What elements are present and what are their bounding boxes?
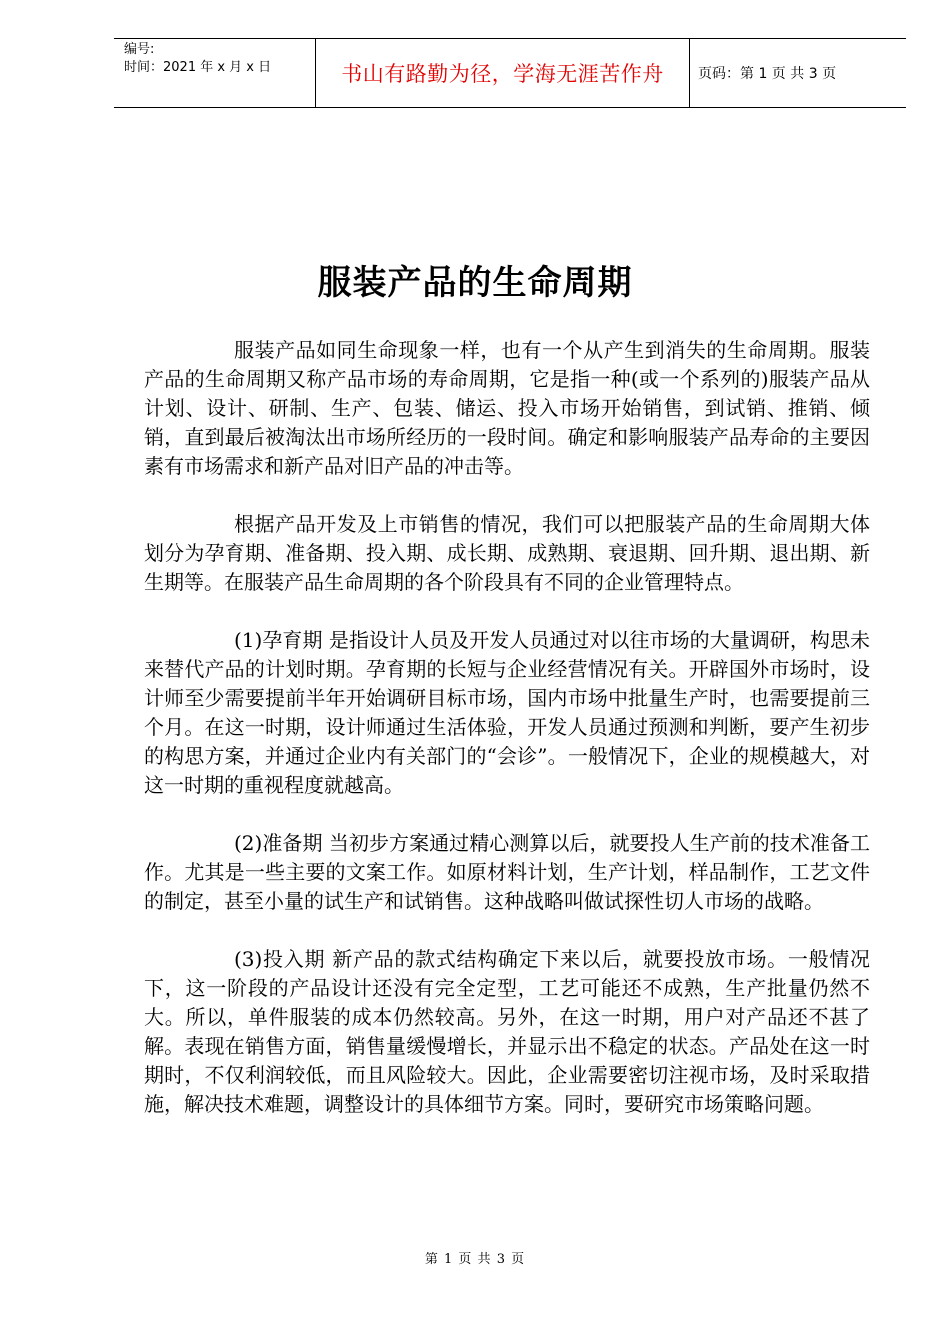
header-page-cell [690,39,906,107]
header-meta-cell [114,39,316,107]
header-motto-cell [316,39,690,107]
paragraph: (3)投入期 新产品的款式结构确定下来以后，就要投放市场。一般情况下，这一阶段的产品设计还没有完全定型，工艺可能还不成熟，生产批量仍然不大。所以，单件服装的成本仍然较高。另外，在这一时期，用户对产品还不甚了解。表现在销售方面，销售量缓慢增长，并显示出不稳定的状态。产品处在这一时期时，不仅利润较低，而且风险较大。因此，企业需要密切注视市场，及时采取措施，解决技术难题，调整设计的具体细节方案。同时，要研究市场策略问题。 [144,947,870,1116]
page-footer: 第 1 页 共 3 页 [424,1252,526,1267]
document-body [144,336,870,1148]
paragraph: 根据产品开发及上市销售的情况，我们可以把服装产品的生命周期大体划分为孕育期、准备期、投入期、成长期、成熟期、衰退期、回升期、退出期、新生期等。在服装产品生命周期的各个阶段具有不同的企业管理特点。 [144,512,870,594]
motto-text: 书山有路勤为径，学海无涯苦作舟 [341,62,664,86]
paragraph: 服装产品如同生命现象一样，也有一个从产生到消失的生命周期。服装产品的生命周期又称产品市场的寿命周期，它是指一种(或一个系列的)服装产品从计划、设计、研制、生产、包装、储运、投入市场开始销售，到试销、推销、倾销，直到最后被淘汰出市场所经历的一段时间。确定和影响服装产品寿命的主要因素有市场需求和新产品对旧产品的冲击等。 [144,338,870,478]
number-label: 编号: [124,42,155,57]
paragraph: (2)准备期 当初步方案通过精心测算以后，就要投人生产前的技术准备工作。尤其是一些主要的文案工作。如原材料计划，生产计划，样品制作，工艺文件的制定，甚至小量的试生产和试销售。这种战略叫做试探性切人市场的战略。 [144,831,870,913]
page-info: 页码：第 1 页 共 3 页 [698,66,837,82]
paragraph: (1)孕育期 是指设计人员及开发人员通过对以往市场的大量调研，构思未来替代产品的计划时期。孕育期的长短与企业经营情况有关。开辟国外市场时，设计师至少需要提前半年开始调研目标市场，国内市场中批量生产时，也需要提前三个月。在这一时期，设计师通过生活体验，开发人员通过预测和判断，要产生初步的构思方案，并通过企业内有关部门的“会诊”。一般情况下，企业的规模越大，对这一时期的重视程度就越高。 [144,628,870,797]
document-title: 服装产品的生命周期 [317,263,633,303]
time-label: 时间：2021 年 x 月 x 日 [124,60,272,75]
document-header [114,38,906,108]
